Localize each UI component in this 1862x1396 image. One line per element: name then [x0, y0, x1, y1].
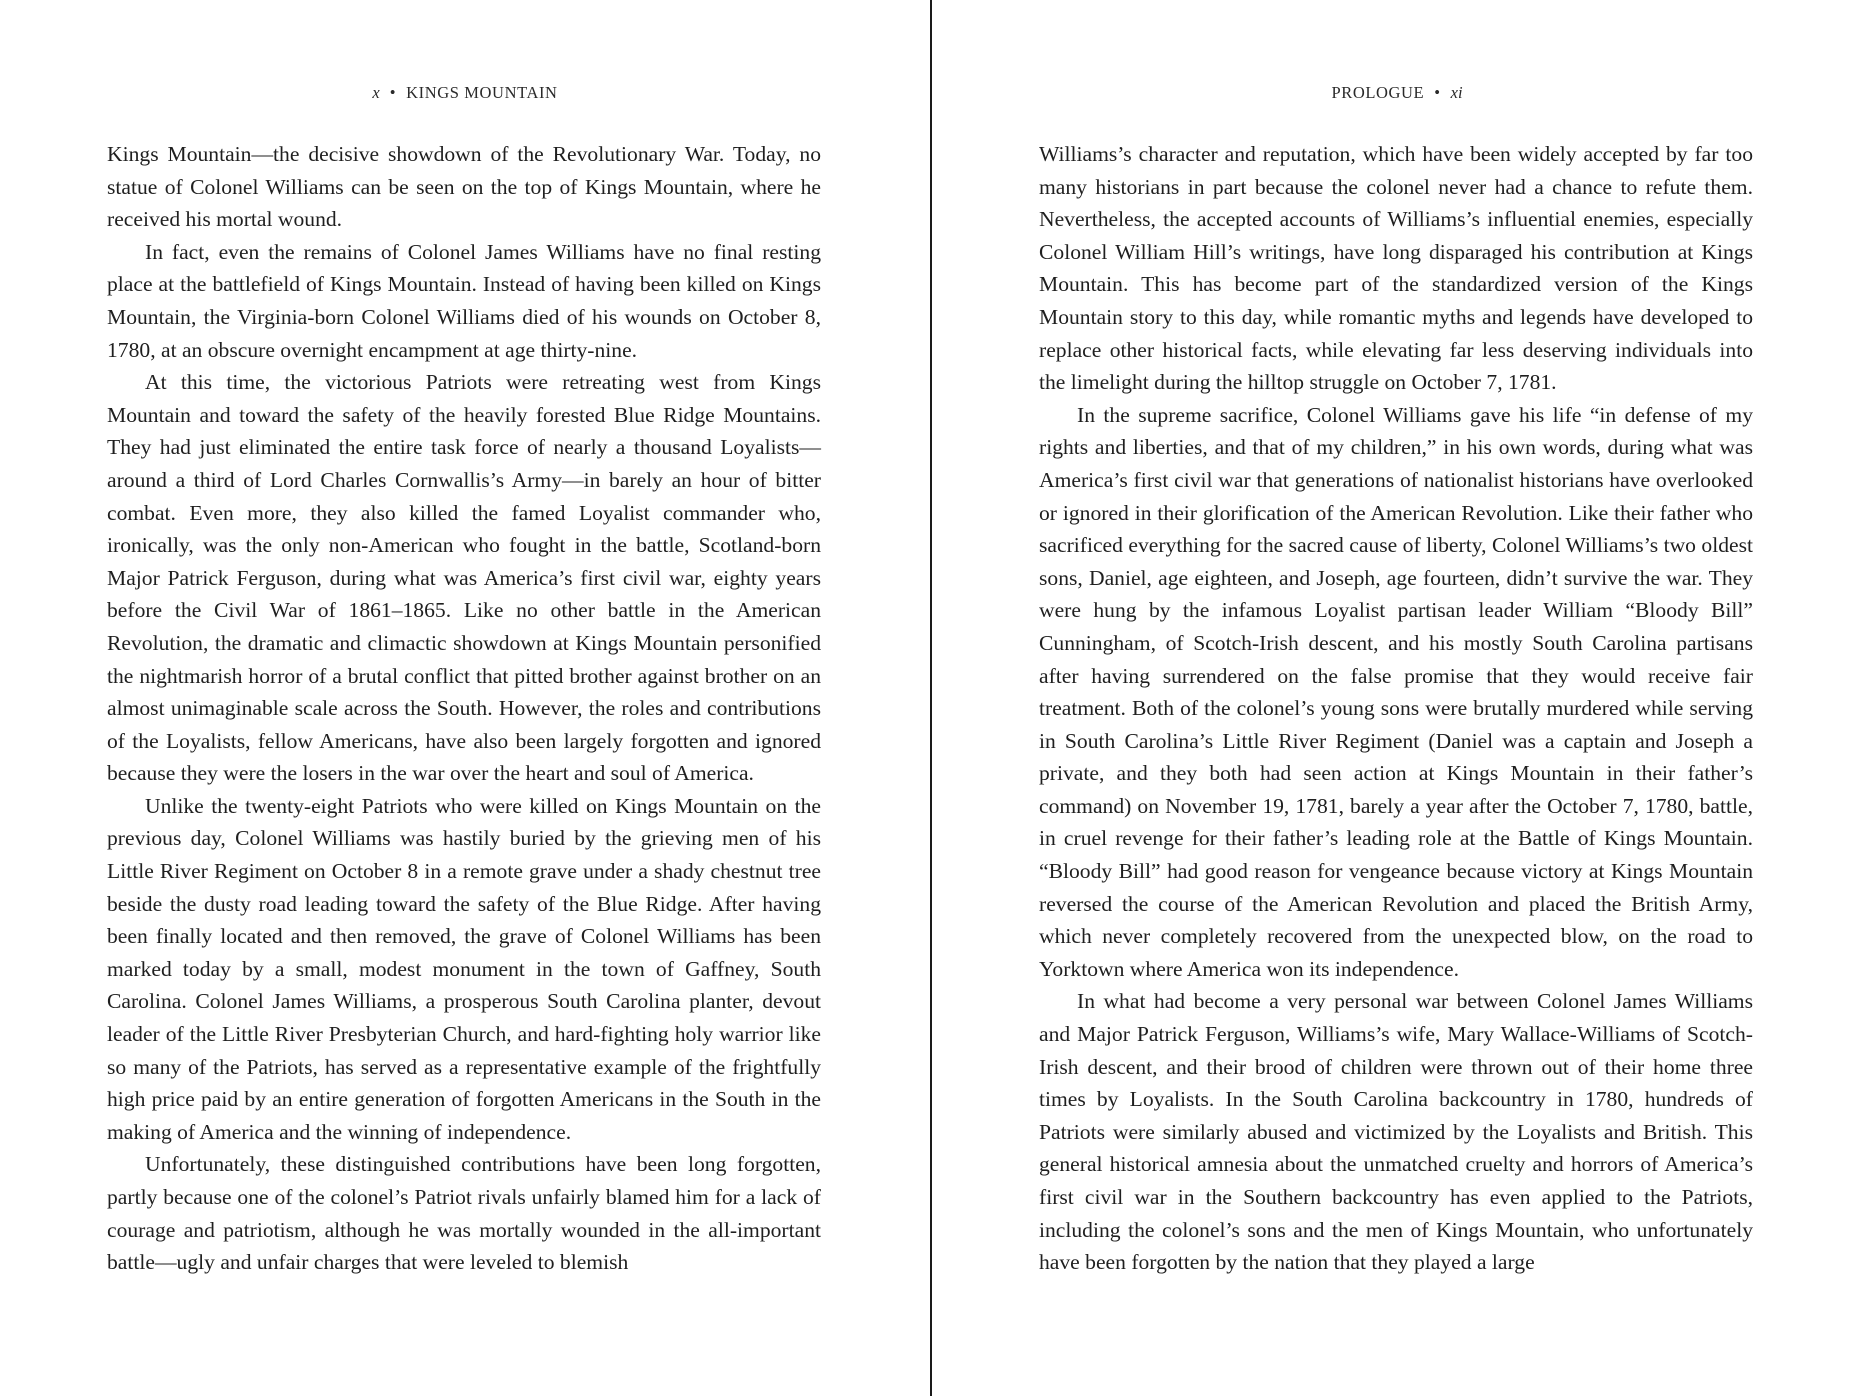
- paragraph: In what had become a very personal war between Colonel James Williams and Major Patrick Ferguson, Williams’s wife, Mary Wallace-Williams of Scotch-Irish descent, and their brood of children were thrown out of their home three times by Loyalists. In the South Carolina backcountry in 1780, hundreds of Patriots were similarly abused and victimized by the Loyalists and British. This general historical amnesia about the unmatched cruelty and horrors of America’s first civil war in the Southern backcountry has even applied to the Patriots, including the colonel’s sons and the men of Kings Mountain, who unfortunately have been forgotten by the nation that they played a large: [1039, 989, 1753, 1275]
- paragraph: Unlike the twenty-eight Patriots who were killed on Kings Mountain on the previous day, Colonel Williams was hastily buried by the grieving men of his Little River Regiment on October 8 in a remote grave under a shady chestnut tree beside the dusty road leading toward the safety of the Blue Ridge. After having been finally located and then removed, the grave of Colonel Williams has been marked today by a small, modest monument in the town of Gaffney, South Carolina. Colonel James Williams, a prosperous South Carolina planter, devout leader of the Little River Presbyterian Church, and hard-fighting holy warrior like so many of the Patriots, has served as a representative example of the frightfully high price paid by an entire generation of forgotten Americans in the South in the making of America and the winning of independence.: [107, 793, 821, 1144]
- paragraph: At this time, the victorious Patriots were retreating west from Kings Mountain and toward the safety of the heavily forested Blue Ridge Mountains. They had just eliminated the entire task force of nearly a thousand Loyalists—around a third of Lord Charles Cornwallis’s Army—in barely an hour of bitter combat. Even more, they also killed the famed Loyalist commander who, ironically, was the only non-American who fought in the battle, Scotland-born Major Patrick Ferguson, during what was America’s first civil war, eighty years before the Civil War of 1861–1865. Like no other battle in the American Revolution, the dramatic and climactic showdown at Kings Mountain personified the nightmarish horror of a brutal conflict that pitted brother against brother on an almost unimaginable scale across the South. However, the roles and contributions of the Loyalists, fellow Americans, have also been largely forgotten and ignored because they were the losers in the war over the heart and soul of America.: [107, 370, 821, 786]
- left-page-number: x: [372, 83, 380, 102]
- right-page: [932, 0, 1862, 1396]
- right-body-text: [1039, 138, 1753, 1279]
- running-head-bullet: •: [389, 83, 397, 102]
- paragraph: Kings Mountain—the decisive showdown of the Revolutionary War. Today, no statue of Colonel Williams can be seen on the top of Kings Mountain, where he received his mortal wound.: [107, 142, 821, 232]
- right-page-number: xi: [1450, 83, 1463, 102]
- right-running-head: [932, 83, 1862, 103]
- right-running-head-title: PROLOGUE: [1331, 83, 1425, 102]
- paragraph: Williams’s character and reputation, which have been widely accepted by far too many historians in part because the colonel never had a chance to refute them. Nevertheless, the accepted accounts of Williams’s influential enemies, especially Colonel William Hill’s writings, have long disparaged his contribution at Kings Mountain. This has become part of the standardized version of the Kings Mountain story to this day, while romantic myths and legends have developed to replace other historical facts, while elevating far less deserving individuals into the limelight during the hilltop struggle on October 7, 1781.: [1039, 142, 1753, 395]
- running-head-bullet: •: [1434, 83, 1441, 102]
- left-running-head: [0, 83, 930, 103]
- left-page: [0, 0, 930, 1396]
- left-running-head-title: KINGS MOUNTAIN: [406, 83, 558, 102]
- paragraph: In fact, even the remains of Colonel James Williams have no final resting place at the battlefield of Kings Mountain. Instead of having been killed on Kings Mountain, the Virginia-born Colonel Williams died of his wounds on October 8, 1780, at an obscure overnight encampment at age thirty-nine.: [107, 239, 821, 362]
- paragraph: In the supreme sacrifice, Colonel Williams gave his life “in defense of my rights and liberties, and that of my children,” in his own words, during what was America’s first civil war that generations of nationalist historians have overlooked or ignored in their glorification of the American Revolution. Like their father who sacrificed everything for the sacred cause of liberty, Colonel Williams’s two oldest sons, Daniel, age eighteen, and Joseph, age fourteen, didn’t survive the war. They were hung by the infamous Loyalist partisan leader William “Bloody Bill” Cunningham, of Scotch-Irish descent, and his mostly South Carolina partisans after having surrendered on the false promise that they would receive fair treatment. Both of the colonel’s young sons were brutally murdered while serving in South Carolina’s Little River Regiment (Daniel was a captain and Joseph a private, and they both had seen action at Kings Mountain in their father’s command) on November 19, 1781, barely a year after the October 7, 1780, battle, in cruel revenge for their father’s leading role at the Battle of Kings Mountain. “Bloody Bill” had good reason for vengeance because victory at Kings Mountain reversed the course of the American Revolution and placed the British Army, which never completely recovered from the unexpected blow, on the road to Yorktown where America won its independence.: [1039, 402, 1753, 981]
- paragraph: Unfortunately, these distinguished contributions have been long forgotten, partly because one of the colonel’s Patriot rivals unfairly blamed him for a lack of courage and patriotism, although he was mortally wounded in the all-important battle—ugly and unfair charges that were leveled to blemish: [107, 1152, 821, 1275]
- left-body-text: [107, 138, 821, 1279]
